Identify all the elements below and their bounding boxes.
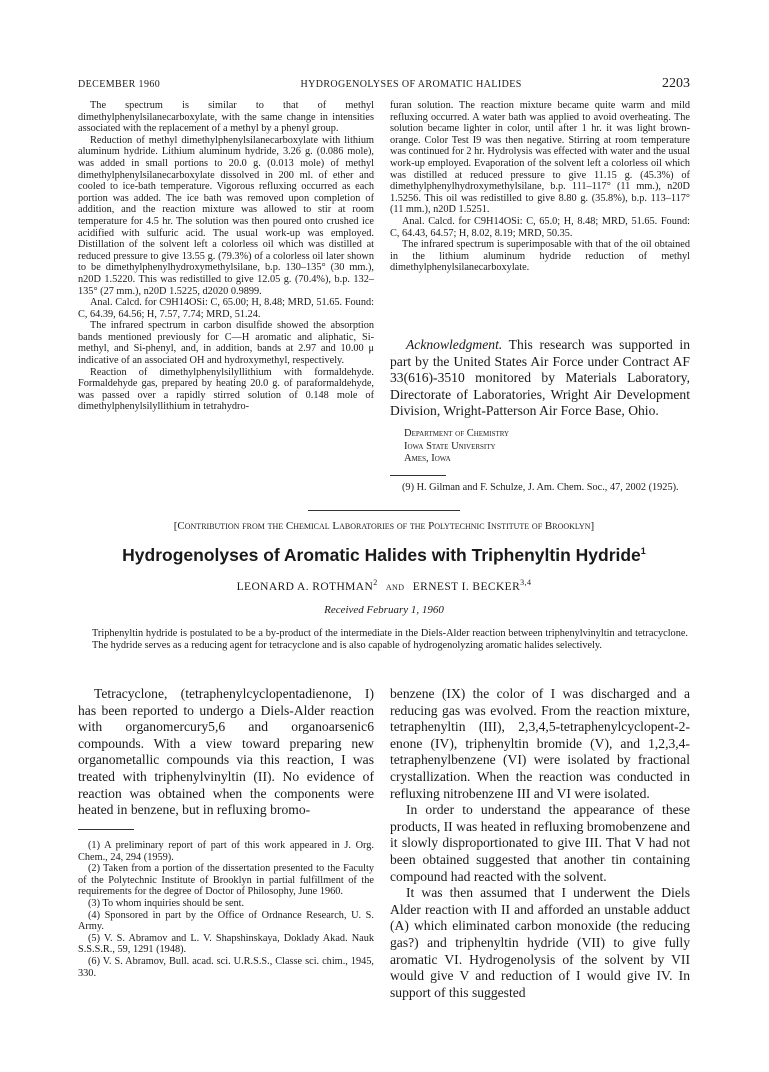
paragraph: Anal. Calcd. for C9H14OSi: C, 65.0; H, 8.48; MRD, 51.65. Found: C, 64.43, 64.57; H, 8.02, 8.19; MRD, 50.35. bbox=[390, 215, 690, 239]
footnotes bbox=[78, 840, 374, 979]
author-name: LEONARD A. ROTHMAN bbox=[236, 580, 374, 593]
article-divider bbox=[308, 510, 460, 511]
header-date: DECEMBER 1960 bbox=[78, 79, 161, 90]
page-number: 2203 bbox=[661, 76, 690, 91]
author-conjunction: and bbox=[385, 580, 405, 593]
authors bbox=[78, 578, 690, 593]
contribution-line: [Contribution from the Chemical Laboratories of the Polytechnic Institute of Brooklyn] bbox=[173, 520, 595, 532]
affiliation-line: Ames, Iowa bbox=[404, 453, 451, 464]
footnote-divider bbox=[78, 829, 134, 830]
reference-9 bbox=[390, 482, 690, 494]
running-header bbox=[78, 76, 690, 92]
title-footnote-mark: 1 bbox=[640, 546, 646, 557]
top-right-column bbox=[390, 100, 690, 274]
footnote: (3) To whom inquiries should be sent. bbox=[88, 897, 245, 909]
abstract-text: Triphenyltin hydride is postulated to be a by-product of the intermediate in the Diels-Alder reaction between triphenylvinyltin and tetracyclone. The hydride serves as a reducing agent for tetracyclone and is also capable of hydrogenolyzing aromatic halides selectively. bbox=[92, 628, 688, 651]
top-left-column bbox=[78, 100, 374, 413]
acknowledgment-heading: Acknowledgment. bbox=[406, 337, 503, 352]
paragraph: The infrared spectrum is superimposable with that of the oil obtained in the lithium aluminum hydride reduction of methyl dimethylphenylsilanecarboxylate. bbox=[390, 239, 690, 274]
footnote: (4) Sponsored in part by the Office of Ordnance Research, U. S. Army. bbox=[78, 909, 374, 933]
paragraph: benzene (IX) the color of I was discharged and a reducing gas was evolved. From the reaction mixture, tetraphenyltin (III), 2,3,4,5-tetraphenylcyclopent-2-enone (IV), triphenyltin bromide (V), and 1,2,3,4-tetraphenylbenzene (VI) were isolated by fractional crystallization. When the reaction was conducted in refluxing nitrobenzene III and VI were isolated. bbox=[390, 686, 690, 801]
title-text: Hydrogenolyses of Aromatic Halides with Triphenyltin Hydride bbox=[122, 545, 641, 565]
footnote: (1) A preliminary report of part of this work appeared in J. Org. Chem., 24, 294 (1959). bbox=[78, 840, 374, 863]
affiliation bbox=[404, 428, 509, 466]
acknowledgment-text: This research was supported in part by the United States Air Force under Contract AF 33(616)-3510 monitored by Materials Laboratory, Directorate of Laboratories, Wright Air Development Division, Wright-Patterson Air Force Base, Ohio. bbox=[390, 337, 690, 419]
paragraph: The infrared spectrum in carbon disulfide showed the absorption bands mentioned previously for C—H aromatic and aliphatic, Si-methyl, and Si-phenyl, and, in addition, bands at 2.97 and 10.00 μ indicative of an associated OH and hydroxymethyl, respectively. bbox=[78, 320, 374, 367]
paragraph: The spectrum is similar to that of methyl dimethylphenylsilanecarboxylate, with the same change in intensities associated with the replacement of a methyl by a phenyl group. bbox=[78, 100, 374, 135]
paragraph: It was then assumed that I underwent the Diels Alder reaction with II and afforded an unstable adduct (A) which eliminated carbon monoxide (the reducing gas?) and triphenyltin hydride (VII) to give fully aromatic VI. Hydrogenolysis of the solvent by VII would give V and reduction of I would give IV. In support of this suggested bbox=[390, 885, 690, 1000]
affiliation-line: Department of Chemistry bbox=[404, 428, 510, 439]
footnote: (6) V. S. Abramov, Bull. acad. sci. U.R.S.S., Classe sci. chim., 1945, 330. bbox=[78, 955, 374, 979]
paragraph: furan solution. The reaction mixture became quite warm and mild refluxing occurred. A water bath was applied to avoid overheating. The solution became lighter in color, until after 1 hr. it was light brown-orange. Color Test I9 was then negative. Stirring at room temperature was continued for 2 hr. Hydrolysis was effected with water and the usual work-up employed. Evaporation of the solvent left a colorless oil which was distilled at reduced pressure to give 11.15 g. (45.3%) of dimethylphenylhydroxymethylsilane, b.p. 111–117° (11 mm.), n20D 1.5256. This oil was redistilled to give 8.80 g. (35.8%), b.p. 113–117° (11 mm.), n20D 1.5251. bbox=[390, 100, 690, 216]
header-running-title: HYDROGENOLYSES OF AROMATIC HALIDES bbox=[300, 79, 522, 90]
reference-divider bbox=[390, 475, 446, 476]
paragraph: In order to understand the appearance of these products, II was heated in refluxing bromobenzene and it slowly disproportionated to give III. That V had not been obtained suggested that another tin containing compound had reacted with the solvent. bbox=[390, 802, 690, 884]
footnote: (5) V. S. Abramov and L. V. Shapshinskaya, Doklady Akad. Nauk S.S.S.R., 59, 1291 (1948). bbox=[78, 932, 374, 956]
abstract bbox=[92, 628, 688, 651]
paragraph: Reduction of methyl dimethylphenylsilanecarboxylate with lithium aluminum hydride. Lithium aluminum hydride, 3.26 g. (0.086 mole), was added in small portions to 20.0 g. (0.013 mole) of methyl dimethylphenylsilanecarboxylate dissolved in 200 ml. of ether and cooled to ice-bath temperature. Vigorous refluxing occurred as each portion was added. The ice bath was removed upon completion of addition, and the reaction mixture was allowed to stir at room temperature for 4.5 hr. The solution was then poured onto crushed ice acidified with sulfuric acid. The usual work-up was employed. Distillation of the solvent left a colorless oil which was distilled at reduced pressure to give 13.55 g. (79.3%) of a colorless oil later shown to be dimethylphenylhydroxymethylsilane, b.p. 130–135° (30 mm.), n20D 1.5220. This was redistilled to give 12.05 g. (70.4%), b.p. 132–135° (27 mm.), n20D 1.5225, d2020 0.9899. bbox=[78, 134, 374, 297]
article-title bbox=[78, 545, 690, 566]
paragraph: Tetracyclone, (tetraphenylcyclopentadienone, I) has been reported to undergo a Diels-Alder reaction with organomercury5,6 and organoarsenic6 compounds. With a view toward preparing new organometallic compounds via this reaction, I was treated with triphenylvinyltin (II). No evidence of reaction was obtained when the components were heated in benzene, but in refluxing bromo- bbox=[78, 686, 374, 818]
author-footnote-mark: 2 bbox=[373, 578, 378, 587]
author-name: ERNEST I. BECKER bbox=[412, 580, 521, 593]
paragraph: Reaction of dimethylphenylsilyllithium with formaldehyde. Formaldehyde gas, prepared by heating 20.0 g. of paraformaldehyde, was passed over a rapidly stirred solution of 0.148 mole of dimethylphenylsilyllithium in tetrahydro- bbox=[78, 366, 374, 413]
received-date: Received February 1, 1960 bbox=[324, 604, 444, 616]
reference-text: (9) H. Gilman and F. Schulze, J. Am. Chem. Soc., 47, 2002 (1925). bbox=[402, 482, 679, 493]
body-right-column bbox=[390, 686, 690, 1001]
footnote: (2) Taken from a portion of the dissertation presented to the Faculty of the Polytechnic Institute of Brooklyn in partial fulfillment of the requirements for the degree of Doctor of Philosophy, June 1960. bbox=[78, 863, 374, 898]
affiliation-line: Iowa State University bbox=[404, 440, 496, 452]
acknowledgment-section bbox=[390, 337, 690, 420]
author-footnote-mark: 3,4 bbox=[520, 578, 532, 587]
paragraph: Anal. Calcd. for C9H14OSi: C, 65.00; H, 8.48; MRD, 51.65. Found: C, 64.39, 64.56; H, 7.57, 7.74; MRD, 51.24. bbox=[78, 297, 374, 320]
body-left-column bbox=[78, 686, 374, 819]
